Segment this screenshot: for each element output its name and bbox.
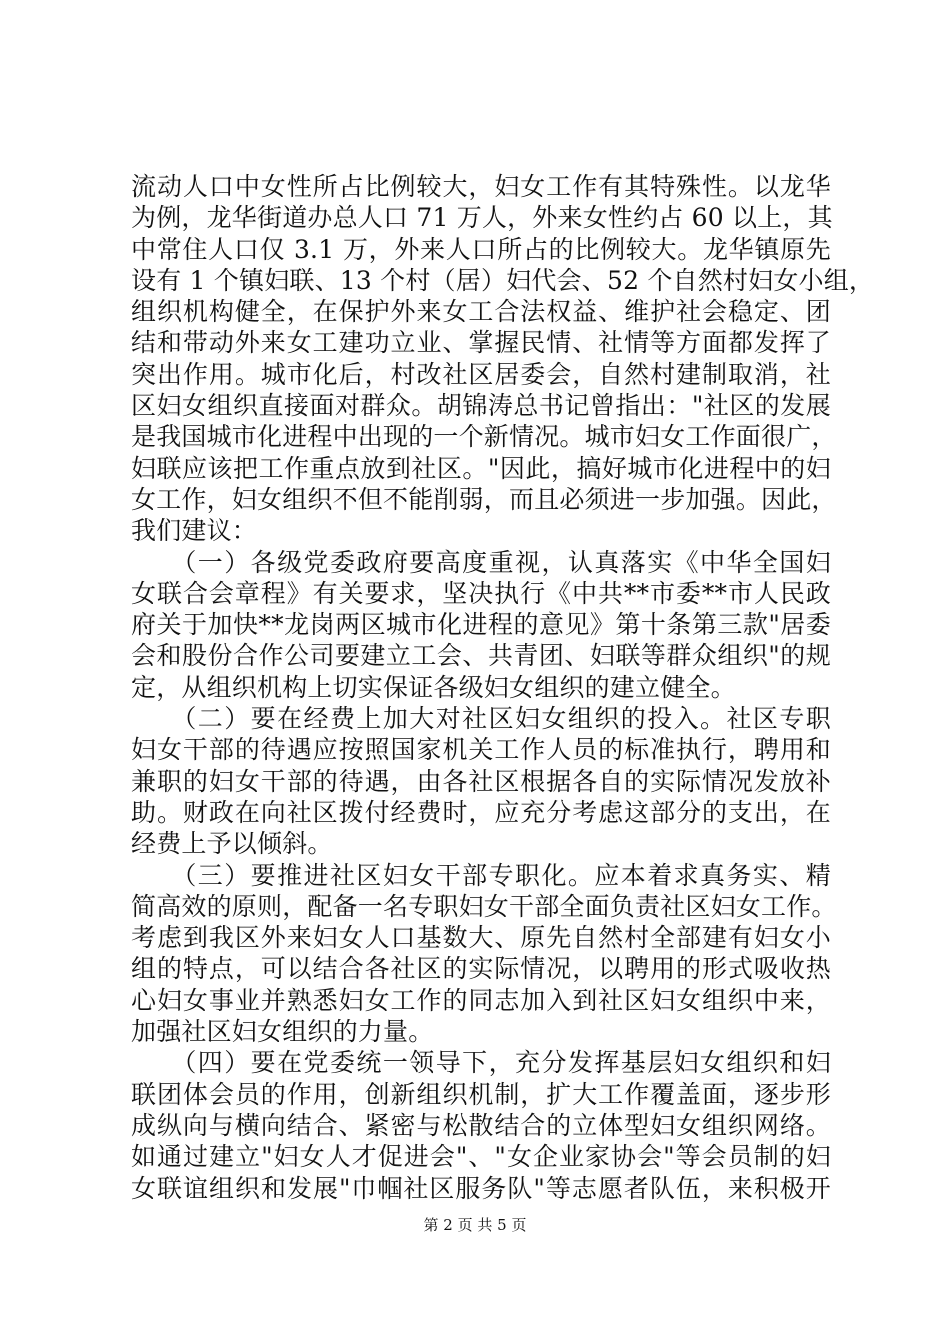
text-line: 女工作，妇女组织不但不能削弱，而且必须进一步加强。因此， [131,484,837,514]
text-line: 我们建议： [131,516,258,546]
text-line: 联团体会员的作用，创新组织机制，扩大工作覆盖面，逐步形 [131,1079,831,1109]
text-line: 组织机构健全，在保护外来女工合法权益、维护社会稳定、团 [131,297,831,327]
text-line: 妇女干部的待遇应按照国家机关工作人员的标准执行，聘用和 [131,735,831,765]
text-line: （二）要在经费上加大对社区妇女组织的投入。社区专职 [131,704,831,734]
text-line: 区妇女组织直接面对群众。胡锦涛总书记曾指出："社区的发展 [131,391,831,421]
text-line: （三）要推进社区妇女干部专职化。应本着求真务实、精 [131,860,831,890]
text-line: 中常住人口仅 3.1 万，外来人口所占的比例较大。龙华镇原先 [131,234,831,264]
text-line: 经费上予以倾斜。 [131,829,333,859]
text-line: 妇联应该把工作重点放到社区。"因此，搞好城市化进程中的妇 [131,453,831,483]
page-footer [0,1215,950,1235]
text-line: 如通过建立"妇女人才促进会"、"女企业家协会"等会员制的妇 [131,1142,831,1172]
text-line: 心妇女事业并熟悉妇女工作的同志加入到社区妇女组织中来， [131,985,831,1015]
text-line: 简高效的原则，配备一名专职妇女干部全面负责社区妇女工作。 [131,891,837,921]
text-line: 为例，龙华街道办总人口 71 万人，外来女性约占 60 以上，其 [131,203,833,233]
text-line: 流动人口中女性所占比例较大，妇女工作有其特殊性。以龙华 [131,172,831,201]
text-line: 加强社区妇女组织的力量。 [131,1017,434,1047]
text-line: 兼职的妇女干部的待遇，由各社区根据各自的实际情况发放补 [131,766,831,796]
page-number-label: 第 2 页 共 5 页 [423,1216,527,1234]
text-line: （一）各级党委政府要高度重视，认真落实《中华全国妇 [131,547,831,577]
text-line: 府关于加快**龙岗两区城市化进程的意见》第十条第三款"居委 [131,610,831,640]
text-line: 结和带动外来女工建功立业、掌握民情、社情等方面都发挥了 [131,328,831,358]
text-line: 女联谊组织和发展"巾帼社区服务队"等志愿者队伍，来积极开 [131,1173,831,1203]
text-line: 成纵向与横向结合、紧密与松散结合的立体型妇女组织网络。 [131,1110,831,1140]
body-text [131,171,875,1204]
text-line: 助。财政在向社区拨付经费时，应充分考虑这部分的支出，在 [131,797,831,827]
text-line: （四）要在党委统一领导下，充分发挥基层妇女组织和妇 [131,1048,831,1078]
text-line: 组的特点，可以结合各社区的实际情况，以聘用的形式吸收热 [131,954,831,984]
text-line: 设有 1 个镇妇联、13 个村（居）妇代会、52 个自然村妇女小组， [131,265,875,295]
text-line: 会和股份合作公司要建立工会、共青团、妇联等群众组织"的规 [131,641,831,671]
text-line: 考虑到我区外来妇女人口基数大、原先自然村全部建有妇女小 [131,923,831,953]
text-line: 定，从组织机构上切实保证各级妇女组织的建立健全。 [131,672,736,702]
text-line: 是我国城市化进程中出现的一个新情况。城市妇女工作面很广， [131,422,837,452]
text-line: 突出作用。城市化后，村改社区居委会，自然村建制取消，社 [131,359,831,389]
text-line: 女联合会章程》有关要求，坚决执行《中共**市委**市人民政 [131,578,831,608]
